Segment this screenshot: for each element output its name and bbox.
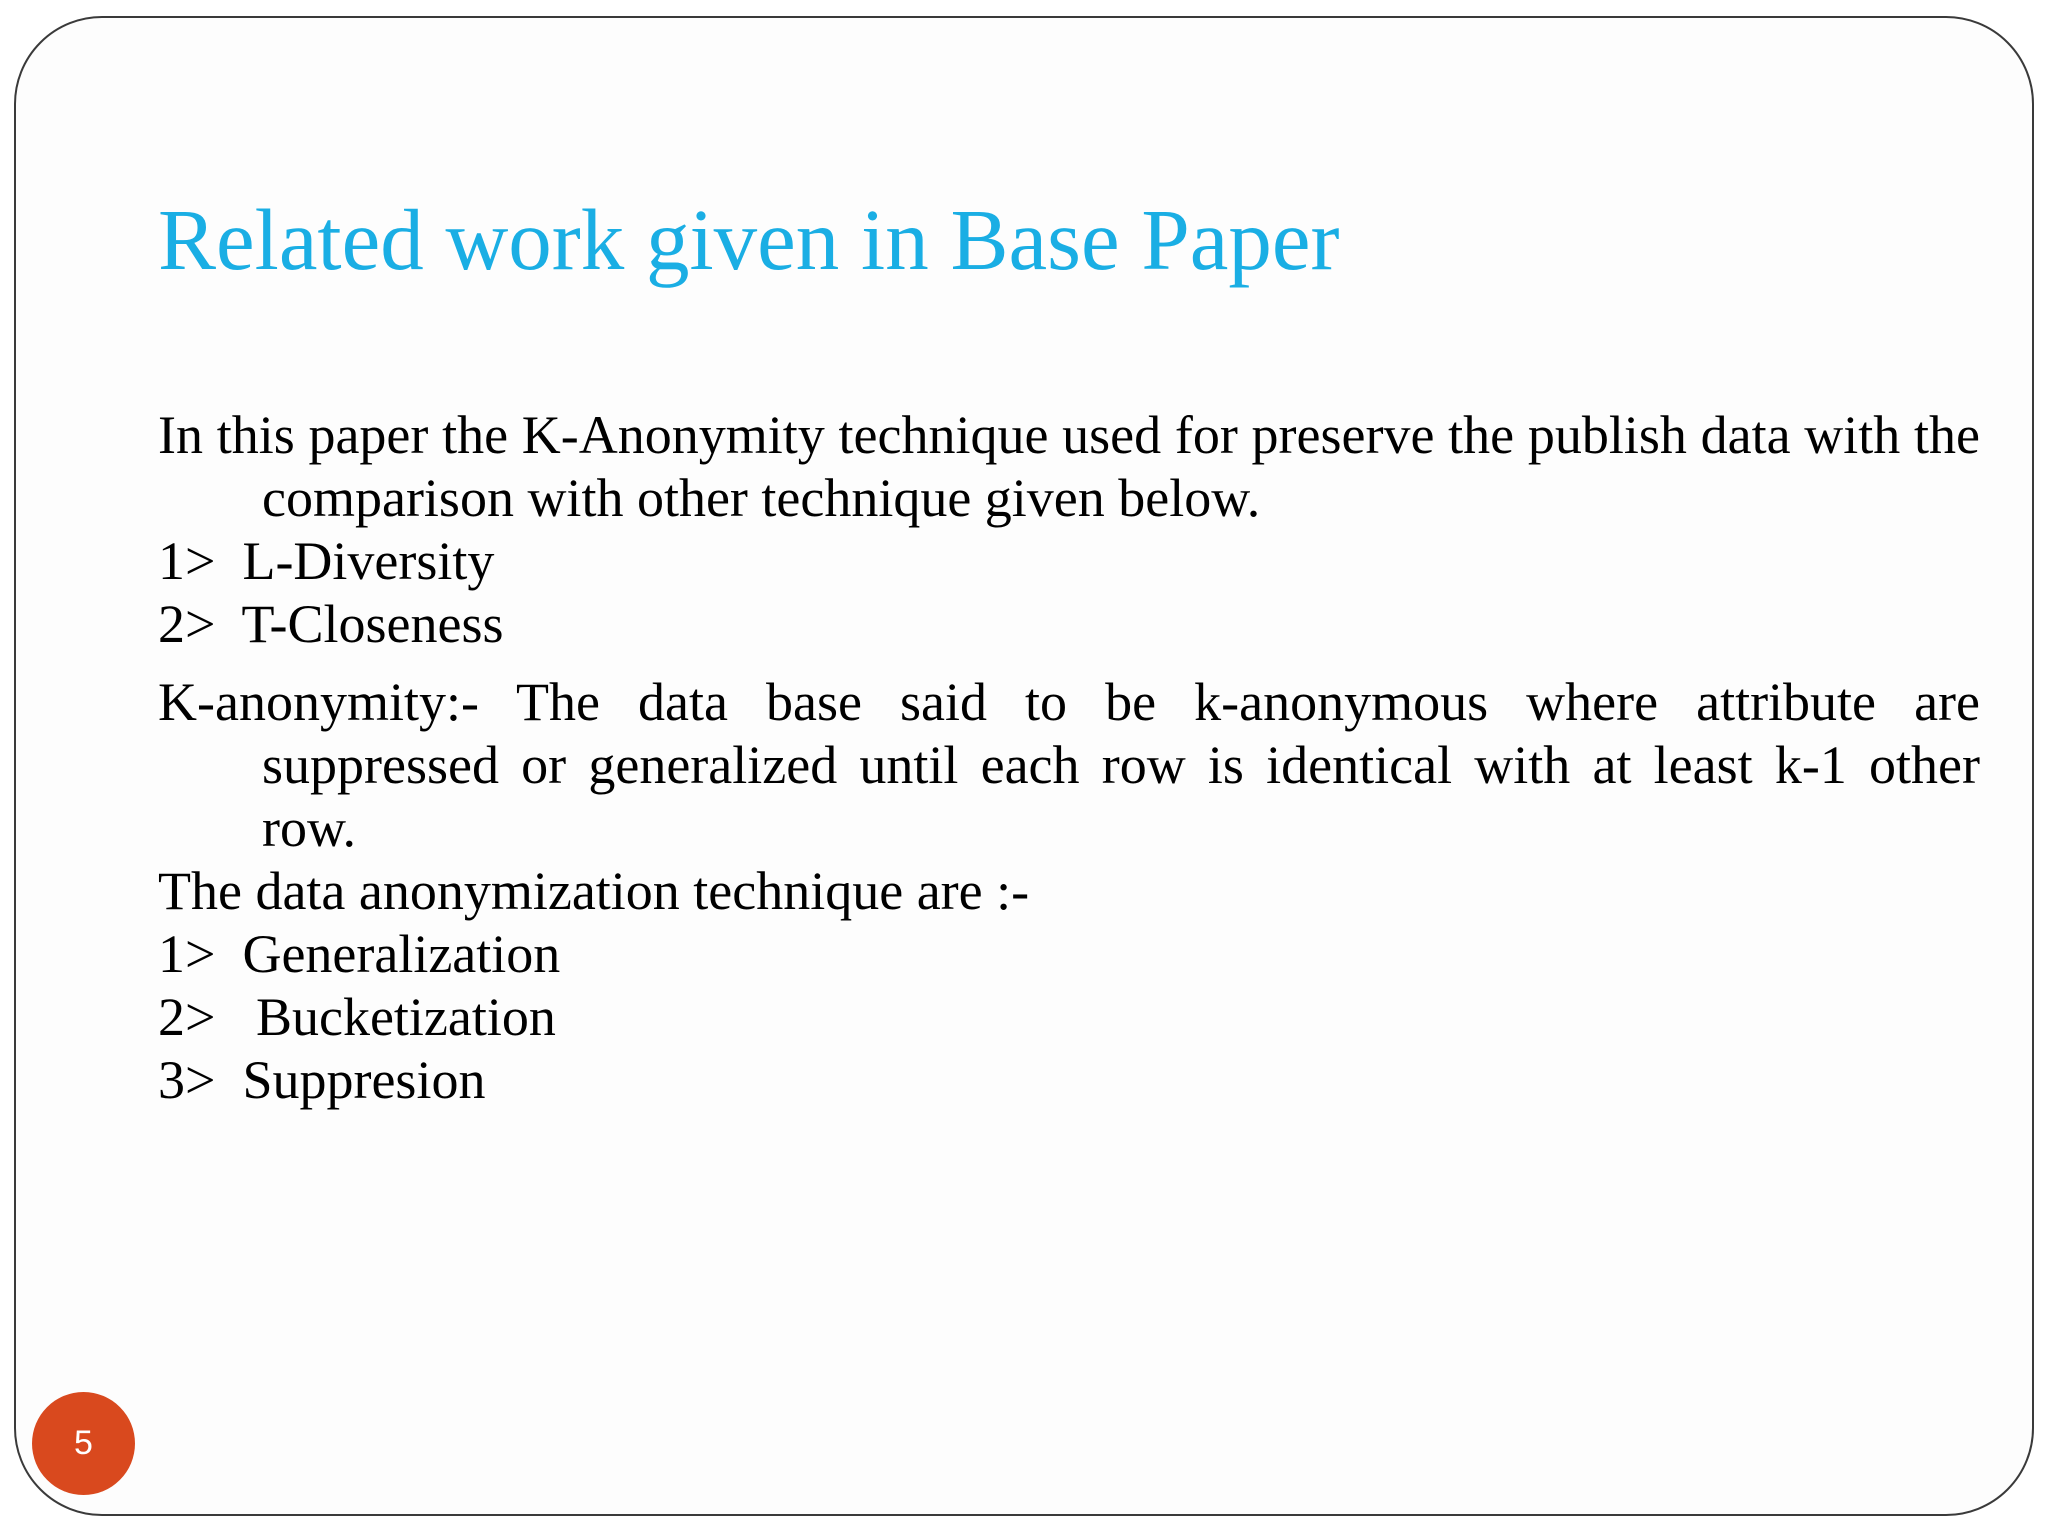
intro-paragraph: In this paper the K-Anonymity technique used for preserve the publish data with the comparison with other technique given below. xyxy=(158,405,1980,528)
list-item: 1> L-Diversity xyxy=(158,531,495,591)
slide-body xyxy=(158,404,1980,1112)
slide-title: Related work given in Base Paper xyxy=(158,191,1340,288)
k-anonymity-definition: K-anonymity:- The data base said to be k-anonymous where attribute are suppressed or generalized until each row is identical with at least k-1 other row. xyxy=(158,672,1980,858)
techniques-heading: The data anonymization technique are :- xyxy=(158,861,1030,921)
list-item: 2> Bucketization xyxy=(158,987,556,1047)
page-number-badge: 5 xyxy=(32,1392,135,1495)
list-item: 1> Generalization xyxy=(158,924,561,984)
list-item: 3> Suppresion xyxy=(158,1050,486,1110)
list-item: 2> T-Closeness xyxy=(158,594,504,654)
